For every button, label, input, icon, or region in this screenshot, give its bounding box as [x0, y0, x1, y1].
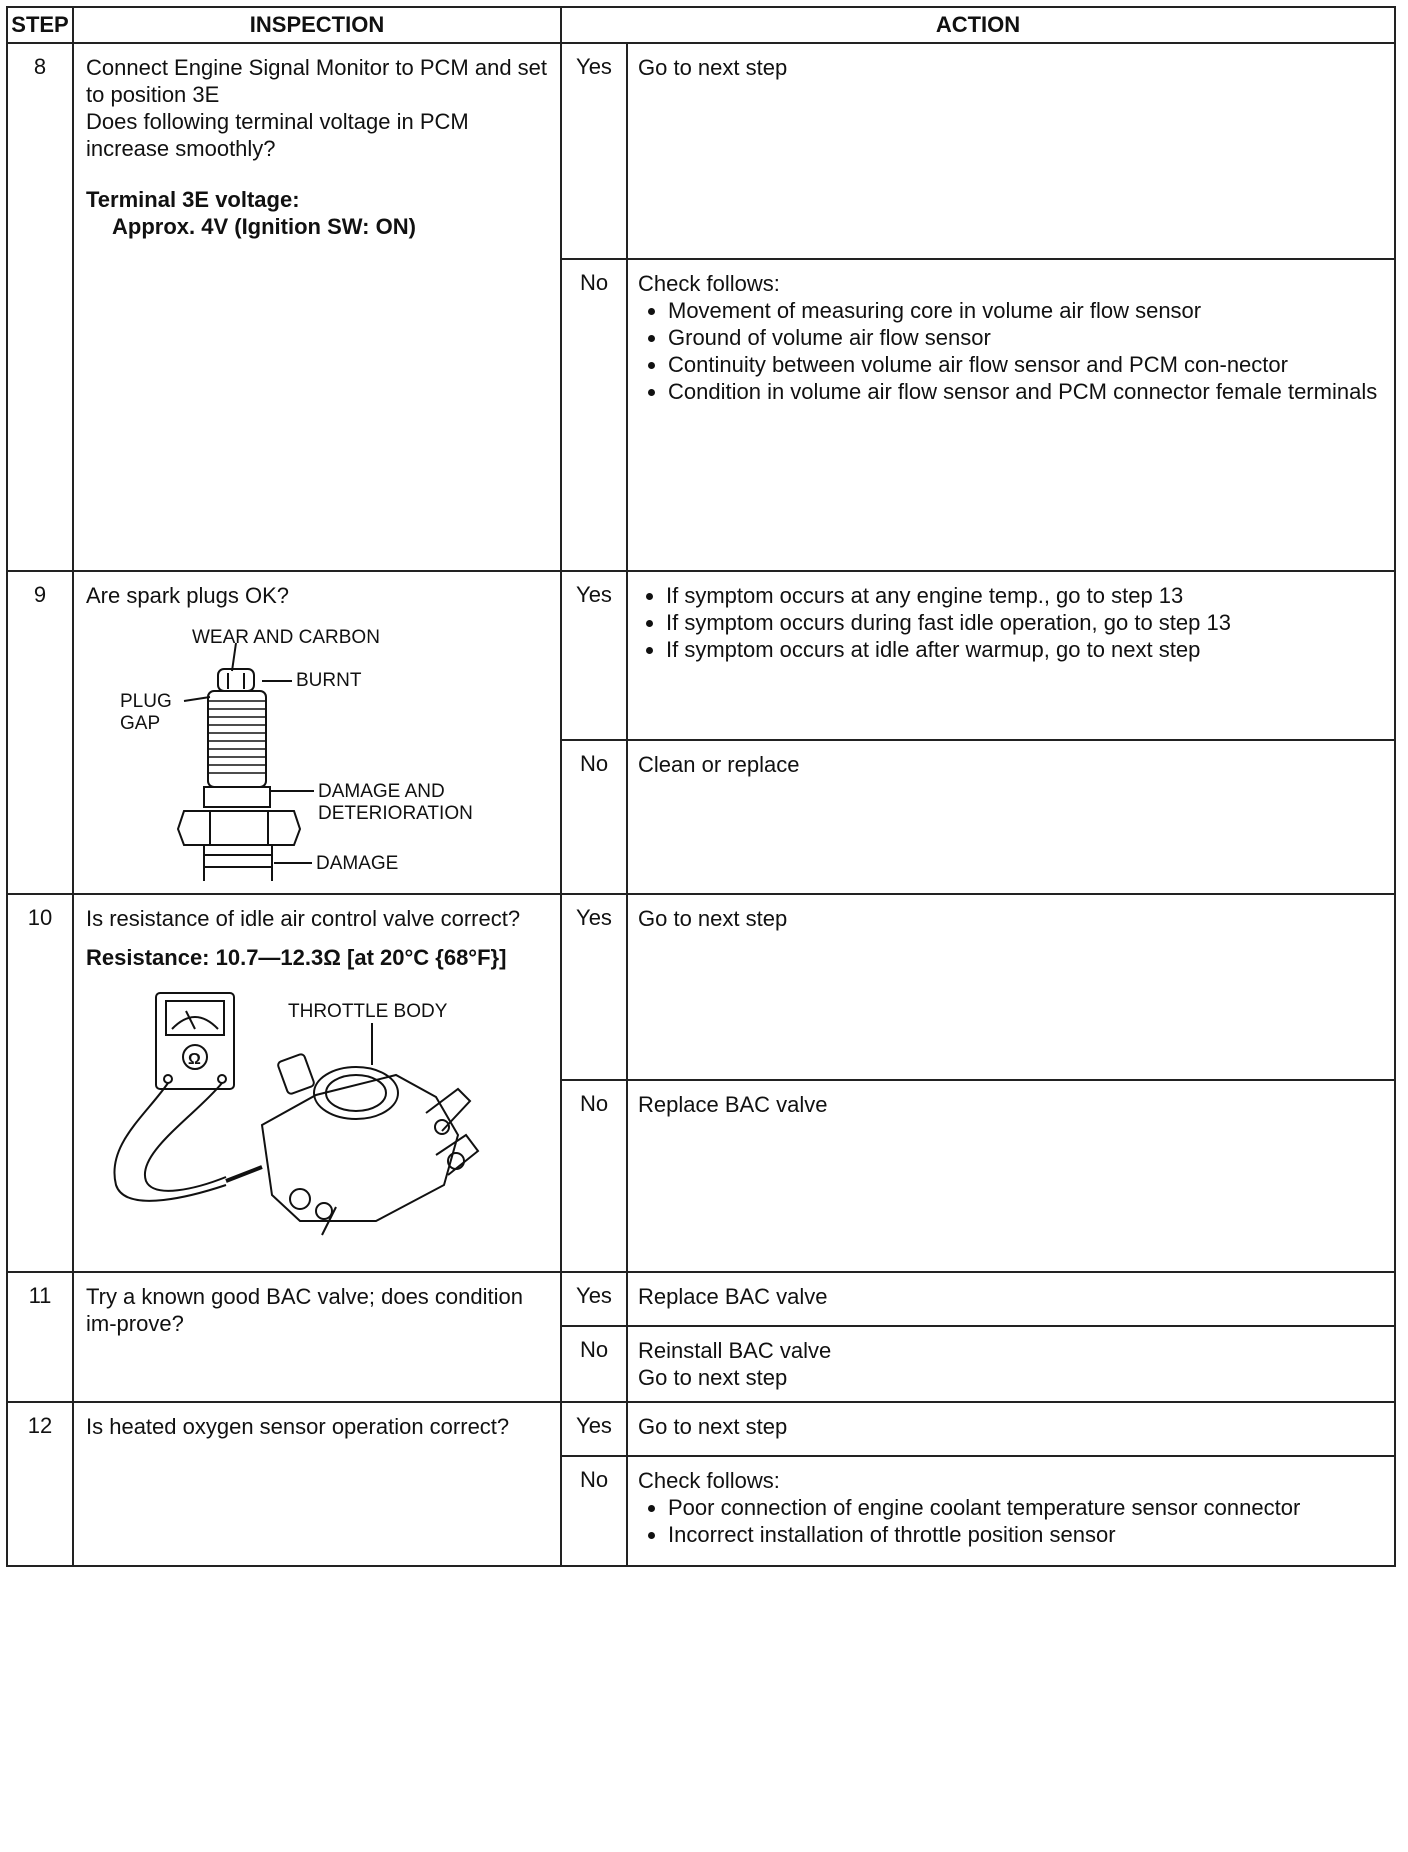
list-item: • If symptom occurs at idle after warmup, go to next step — [666, 636, 1384, 663]
table-row — [7, 43, 1395, 259]
label-throttle-body: THROTTLE BODY — [288, 1001, 448, 1022]
yes-label: Yes — [561, 1402, 627, 1456]
step-number: 12 — [7, 1402, 73, 1566]
yes-action: Go to next step — [627, 43, 1395, 259]
no-action — [627, 1456, 1395, 1566]
no-action: Replace BAC valve — [627, 1080, 1395, 1272]
inspection-cell — [73, 43, 561, 571]
table-row — [7, 571, 1395, 740]
label-wear-and-carbon: WEAR AND CARBON — [192, 627, 380, 648]
label-damage-and: DAMAGE AND — [318, 781, 445, 802]
action-list — [638, 1494, 1384, 1548]
inspection-text: Is heated oxygen sensor operation correct? — [86, 1414, 510, 1439]
list-item: • If symptom occurs during fast idle operation, go to step 13 — [666, 609, 1384, 636]
yes-action: Go to next step — [627, 1402, 1395, 1456]
diagnostic-table — [6, 6, 1396, 1567]
yes-label: Yes — [561, 894, 627, 1080]
label-gap: GAP — [120, 713, 161, 734]
header-action: ACTION — [561, 7, 1395, 43]
inspection-cell — [73, 1272, 561, 1402]
table-row — [7, 1272, 1395, 1326]
no-label: No — [561, 1326, 627, 1402]
no-label: No — [561, 740, 627, 894]
action-list — [638, 297, 1384, 405]
action-line: Go to next step — [638, 1365, 788, 1390]
no-action — [627, 259, 1395, 571]
step-number: 9 — [7, 571, 73, 894]
no-label: No — [561, 1080, 627, 1272]
table-row — [7, 894, 1395, 1080]
yes-label: Yes — [561, 571, 627, 740]
action-title: Check follows: — [638, 1468, 780, 1493]
header-step: STEP — [7, 7, 73, 43]
label-plug: PLUG — [120, 691, 172, 712]
inspection-cell — [73, 1402, 561, 1566]
yes-label: Yes — [561, 43, 627, 259]
list-item: • Condition in volume air flow sensor and PCM connector female terminals — [668, 378, 1384, 405]
inspection-cell — [73, 571, 561, 894]
label-burnt: BURNT — [296, 670, 362, 691]
table-row — [7, 1402, 1395, 1456]
no-action — [627, 1326, 1395, 1402]
action-title: Check follows: — [638, 271, 780, 296]
diagnostic-table-sheet — [6, 6, 1394, 1567]
yes-action: Replace BAC valve — [627, 1272, 1395, 1326]
yes-action: Go to next step — [627, 894, 1395, 1080]
inspection-text: Are spark plugs OK? — [86, 583, 289, 608]
list-item: • If symptom occurs at any engine temp., go to step 13 — [666, 582, 1384, 609]
list-item: • Incorrect installation of throttle position sensor — [668, 1521, 1384, 1548]
no-label: No — [561, 259, 627, 571]
inspection-text: Does following terminal voltage in PCM increase smoothly? — [86, 109, 469, 161]
yes-action — [627, 571, 1395, 740]
no-label: No — [561, 1456, 627, 1566]
inspection-text: Connect Engine Signal Monitor to PCM and set to position 3E — [86, 55, 548, 107]
label-ohm: Ω — [188, 1051, 201, 1068]
list-item: • Poor connection of engine coolant temperature sensor connector — [668, 1494, 1384, 1521]
throttle-body-figure — [86, 985, 546, 1245]
yes-label: Yes — [561, 1272, 627, 1326]
inspection-text: Is resistance of idle air control valve correct? — [86, 906, 521, 931]
header-row — [7, 7, 1395, 43]
inspection-cell — [73, 894, 561, 1272]
header-inspection: INSPECTION — [73, 7, 561, 43]
no-action: Clean or replace — [627, 740, 1395, 894]
label-deterioration: DETERIORATION — [318, 803, 473, 824]
step-number: 8 — [7, 43, 73, 571]
spark-plug-figure — [86, 623, 546, 883]
label-damage: DAMAGE — [316, 853, 399, 874]
step-number: 10 — [7, 894, 73, 1272]
spec-value: Approx. 4V (Ignition SW: ON) — [112, 214, 416, 239]
action-line: Reinstall BAC valve — [638, 1338, 832, 1363]
list-item: • Movement of measuring core in volume air flow sensor — [668, 297, 1384, 324]
action-list — [638, 582, 1384, 663]
list-item: • Continuity between volume air flow sensor and PCM con-nector — [668, 351, 1384, 378]
list-item: • Ground of volume air flow sensor — [668, 324, 1384, 351]
step-number: 11 — [7, 1272, 73, 1402]
spec-resistance: Resistance: 10.7—12.3Ω [at 20°C {68°F}] — [86, 945, 507, 970]
spec-label: Terminal 3E voltage: — [86, 187, 300, 212]
inspection-text: Try a known good BAC valve; does condition im-prove? — [86, 1284, 523, 1336]
